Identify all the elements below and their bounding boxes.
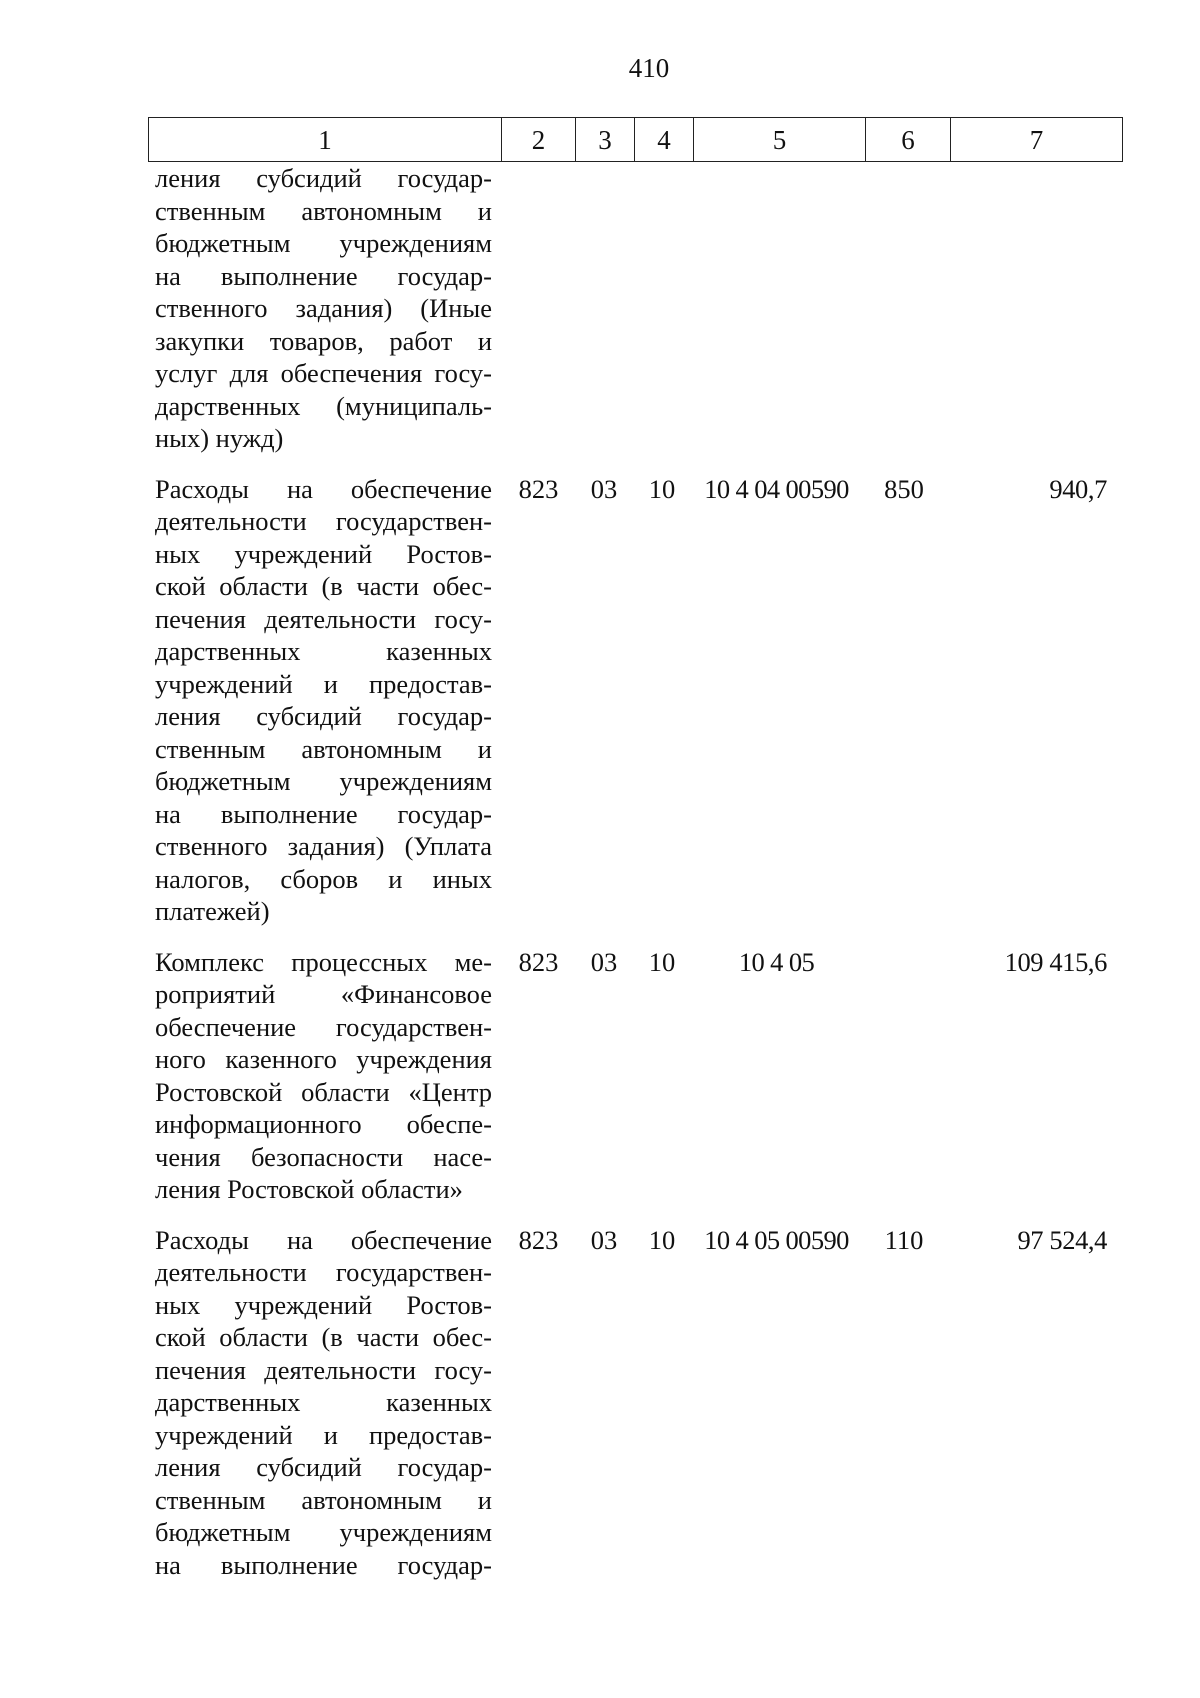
column-header-5: 5: [694, 118, 866, 162]
description-line: бюджетным учреждениям: [155, 228, 492, 258]
description-line: роприятий «Финансовое: [155, 979, 492, 1009]
description-line: печения деятельности госу-: [155, 603, 492, 634]
description-line: дарственных казенных: [155, 1387, 492, 1417]
description-line: ных) нужд): [155, 423, 284, 453]
description-line: на выполнение государ-: [155, 1549, 492, 1580]
description-line: закупки товаров, работ и: [155, 325, 492, 356]
table-body: [0, 162, 1200, 1581]
description-line: ственного задания) (Иные: [155, 293, 492, 323]
cell-target-article: 10 4 04 00590: [704, 473, 849, 504]
row-description: [155, 1224, 492, 1582]
description-line: печения деятельности госу-: [155, 1354, 492, 1385]
description-line: ственным автономным и: [155, 1484, 492, 1515]
description-line: Расходы на обеспечение: [155, 1224, 492, 1255]
cell-target-article: 10 4 05: [738, 946, 815, 977]
description-line: ления субсидий государ-: [155, 1452, 492, 1482]
column-header-row: [149, 118, 1123, 162]
description-line: ных учреждений Ростов-: [155, 538, 492, 569]
cell-subsection-code: 10: [648, 946, 676, 977]
cell-expense-type: 110: [884, 1224, 924, 1255]
cell-ministry-code: 823: [518, 1224, 559, 1255]
description-line: на выполнение государ-: [155, 798, 492, 829]
table-row: [0, 1224, 1200, 1582]
description-line: деятельности государствен-: [155, 1257, 492, 1287]
column-header-3: 3: [576, 118, 635, 162]
row-description: [155, 946, 492, 1206]
cell-section-code: 03: [590, 1224, 618, 1255]
description-line: платежей): [155, 896, 270, 926]
cell-ministry-code: 823: [518, 473, 559, 504]
description-line: ственного задания) (Уплата: [155, 831, 492, 861]
description-line: ления Ростовской области»: [155, 1174, 463, 1204]
column-header-7: 7: [951, 118, 1123, 162]
description-line: налогов, сборов и иных: [155, 863, 492, 894]
description-line: бюджетным учреждениям: [155, 766, 492, 796]
table-row: [0, 946, 1200, 1206]
cell-ministry-code: 823: [518, 946, 559, 977]
table-row: [0, 473, 1200, 928]
description-line: дарственных казенных: [155, 636, 492, 666]
cell-subsection-code: 10: [648, 473, 676, 504]
cell-target-article: 10 4 05 00590: [704, 1224, 849, 1255]
description-line: обеспечение государствен-: [155, 1011, 492, 1042]
description-line: информационного обеспе-: [155, 1109, 492, 1139]
description-line: ления субсидий государ-: [155, 163, 492, 193]
description-line: Комплекс процессных ме-: [155, 946, 492, 977]
row-description: [155, 473, 492, 928]
column-header-4: 4: [635, 118, 694, 162]
description-line: учреждений и предостав-: [155, 1419, 492, 1450]
cell-expense-type: 850: [884, 473, 924, 504]
description-line: ления субсидий государ-: [155, 701, 492, 731]
description-line: Ростовской области «Центр: [155, 1076, 492, 1107]
description-line: чения безопасности насе-: [155, 1141, 492, 1172]
cell-section-code: 03: [590, 946, 618, 977]
cell-amount: 97 524,4: [1017, 1224, 1107, 1255]
column-header-6: 6: [866, 118, 951, 162]
description-line: Расходы на обеспечение: [155, 473, 492, 504]
description-line: ных учреждений Ростов-: [155, 1289, 492, 1320]
column-header-table: [148, 117, 1123, 162]
description-line: услуг для обеспечения госу-: [155, 358, 492, 388]
description-line: ской области (в части обес-: [155, 571, 492, 601]
cell-subsection-code: 10: [648, 1224, 676, 1255]
cell-amount: 109 415,6: [1004, 946, 1107, 977]
page-number: 410: [628, 53, 670, 83]
description-line: ственным автономным и: [155, 733, 492, 764]
description-line: ской области (в части обес-: [155, 1322, 492, 1352]
description-line: на выполнение государ-: [155, 260, 492, 291]
description-line: деятельности государствен-: [155, 506, 492, 536]
table-row: [0, 162, 1200, 455]
column-header-1: 1: [149, 118, 502, 162]
row-description: [155, 162, 492, 455]
description-line: учреждений и предостав-: [155, 668, 492, 699]
description-line: дарственных (муниципаль-: [155, 390, 492, 421]
description-line: ственным автономным и: [155, 195, 492, 226]
column-header-2: 2: [502, 118, 576, 162]
cell-section-code: 03: [590, 473, 618, 504]
cell-amount: 940,7: [1049, 473, 1107, 504]
description-line: ного казенного учреждения: [155, 1044, 492, 1074]
description-line: бюджетным учреждениям: [155, 1517, 492, 1547]
